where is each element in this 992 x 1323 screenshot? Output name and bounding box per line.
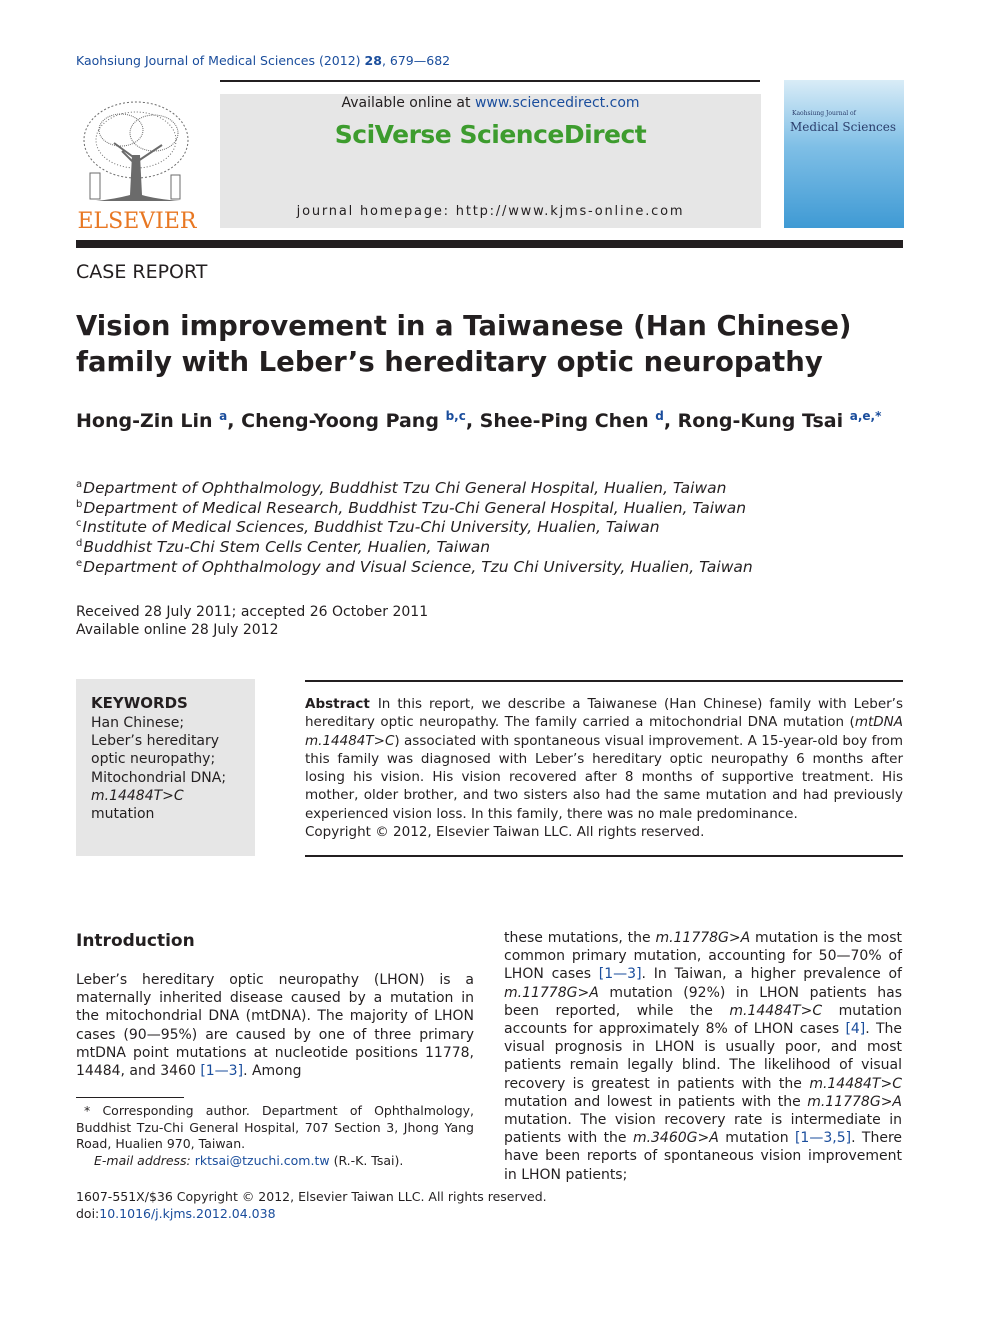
header-rule bbox=[220, 80, 760, 82]
available-online-line bbox=[220, 95, 761, 111]
doi-link[interactable]: 10.1016/j.kjms.2012.04.038 bbox=[99, 1206, 276, 1221]
doi-line: doi:10.1016/j.kjms.2012.04.038 bbox=[76, 1206, 276, 1221]
author-name: Rong-Kung Tsai bbox=[677, 410, 844, 432]
sciverse-sciencedirect-logo[interactable]: SciVerse ScienceDirect bbox=[334, 120, 647, 149]
author-affiliation-link[interactable]: a,e,* bbox=[849, 409, 882, 423]
elsevier-wordmark: ELSEVIER bbox=[77, 209, 197, 233]
header-banner bbox=[220, 94, 761, 228]
body-column-left: Leber’s hereditary optic neuropathy (LHON) is a maternally inherited disease caused by a mutation in the mitochondrial DNA (mtDNA). The majority of LHON cases (90—95%) are caused by one of three primary mtDNA point mutations at nucleotide positions 11778, 14484, and 3460 [1—3]. Among bbox=[76, 972, 474, 1080]
header-divider bbox=[76, 240, 903, 248]
mutation-name: mtDNA m.14484T>C bbox=[305, 714, 903, 749]
keyword: m.14484T>C bbox=[91, 787, 184, 804]
corresponding-author-footnote: * Corresponding author. Department of Ophthalmology, Buddhist Tzu-Chi General Hospital, 707 Section 3, Jhong Yang Road, Hualien 970, Taiwan. E-mail address: rktsai@tzuchi.com.tw (R.-K. Tsai). bbox=[76, 1103, 474, 1168]
affiliation: $^d$Buddhist Tzu-Chi Stem Cells Center, Hualien, Taiwan bbox=[76, 538, 491, 556]
abstract-rule bbox=[305, 855, 903, 857]
keywords-box bbox=[76, 679, 255, 856]
issn-copyright: 1607-551X/$36 Copyright © 2012, Elsevier Taiwan LLC. All rights reserved. bbox=[76, 1189, 547, 1204]
journal-name: Kaohsiung Journal of Medical Sciences (2012) bbox=[76, 53, 361, 68]
author-name: Hong-Zin Lin bbox=[76, 410, 213, 432]
author-list: Hong-Zin Lin $^a$, Cheng-Yoong Pang $^{b,c}$, Shee-Ping Chen $^d$, Rong-Kung Tsai $^{a,e,*}$ bbox=[76, 409, 882, 432]
email-link[interactable]: rktsai@tzuchi.com.tw bbox=[194, 1152, 330, 1168]
author-name: Shee-Ping Chen bbox=[479, 410, 649, 432]
keyword: optic neuropathy; bbox=[91, 751, 216, 768]
keyword: Mitochondrial DNA; bbox=[91, 769, 227, 786]
abstract: Abstract In this report, we describe a Taiwanese (Han Chinese) family with Leber’s hereditary optic neuropathy. The family carried a mitochondrial DNA mutation (mtDNA m.14484T>C) associated with spontaneous visual improvement. A 15-year-old boy from this family was diagnosed with Leber’s hereditary optic neuropathy 6 months after losing his vision. His vision recovered after 8 months of supportive treatment. His mother, older brother, and two sisters also had the same mutation and had previously experienced vision loss. In this family, there was no male predominance. Copyright © 2012, Elsevier Taiwan LLC. All rights reserved. bbox=[305, 696, 903, 841]
footnote-rule bbox=[76, 1097, 184, 1098]
keywords-heading: KEYWORDS bbox=[91, 694, 188, 712]
cover-subtitle: Kaohsiung Journal of bbox=[792, 110, 856, 117]
journal-volume: 28 bbox=[364, 53, 382, 68]
available-online-prefix: Available online at bbox=[341, 95, 475, 111]
keyword: Han Chinese; bbox=[91, 715, 185, 731]
author-affiliation-link[interactable]: d bbox=[655, 409, 664, 423]
journal-homepage[interactable]: journal homepage: http://www.kjms-online.com bbox=[296, 204, 685, 219]
author-name: Cheng-Yoong Pang bbox=[241, 410, 439, 432]
citation-link[interactable]: [1—3] bbox=[598, 966, 642, 983]
affiliation: $^c$Institute of Medical Sciences, Buddhist Tzu-Chi University, Hualien, Taiwan bbox=[76, 518, 660, 536]
affiliation: $^a$Department of Ophthalmology, Buddhist Tzu Chi General Hospital, Hualien, Taiwan bbox=[76, 479, 727, 497]
section-heading-introduction: Introduction bbox=[76, 931, 195, 951]
copyright: Copyright © 2012, Elsevier Taiwan LLC. All rights reserved. bbox=[305, 824, 705, 841]
citation-link[interactable]: [1—3,5] bbox=[794, 1130, 852, 1147]
author-affiliation-link[interactable]: a bbox=[219, 409, 228, 423]
elsevier-logo bbox=[76, 95, 198, 233]
keyword: mutation bbox=[91, 806, 155, 823]
abstract-label: Abstract bbox=[305, 696, 370, 712]
citation-link[interactable]: [1—3] bbox=[200, 1063, 244, 1080]
cover-title: Medical Sciences bbox=[790, 120, 897, 134]
author-affiliation-link[interactable]: b,c bbox=[445, 409, 466, 423]
body-column-right: these mutations, the m.11778G>A mutation is the most common primary mutation, accounting for 50—70% of LHON cases [1—3]. In Taiwan, a higher prevalence of m.11778G>A mutation (92%) in LHON patients has been reported, while the m.14484T>C mutation accounts for approximately 8% of LHON cases [4]. The visual prognosis in LHON is usually poor, and most patients remain legally blind. The likelihood of visual recovery is greatest in patients with the m.14484T>C mutation and lowest in patients with the m.11778G>A mutation. The vision recovery rate is intermediate in patients with the m.3460G>A mutation [1—3,5]. There have been reports of spontaneous vision improvement in LHON patients; bbox=[504, 930, 903, 1183]
received-dates: Received 28 July 2011; accepted 26 October 2011 bbox=[76, 604, 429, 620]
article-title: Vision improvement in a Taiwanese (Han Chinese) family with Leber’s hereditary optic neuropathy bbox=[76, 310, 852, 378]
journal-cover-image[interactable] bbox=[784, 80, 904, 228]
sciencedirect-link[interactable]: www.sciencedirect.com bbox=[474, 95, 640, 111]
available-online-date: Available online 28 July 2012 bbox=[76, 622, 279, 638]
article-type: CASE REPORT bbox=[76, 261, 208, 283]
citation-link[interactable]: [4] bbox=[845, 1021, 866, 1038]
affiliation: $^e$Department of Ophthalmology and Visual Science, Tzu Chi University, Hualien, Taiwan bbox=[76, 558, 753, 576]
keyword: Leber’s hereditary bbox=[91, 733, 220, 750]
journal-citation[interactable] bbox=[76, 53, 450, 68]
keywords-list bbox=[91, 714, 226, 823]
affiliation: $^b$Department of Medical Research, Buddhist Tzu-Chi General Hospital, Hualien, Taiwan bbox=[76, 499, 747, 517]
journal-pages: , 679—682 bbox=[381, 53, 451, 68]
abstract-rule bbox=[305, 680, 903, 682]
email-line: E-mail address: rktsai@tzuchi.com.tw (R.-K. Tsai). bbox=[94, 1152, 404, 1168]
